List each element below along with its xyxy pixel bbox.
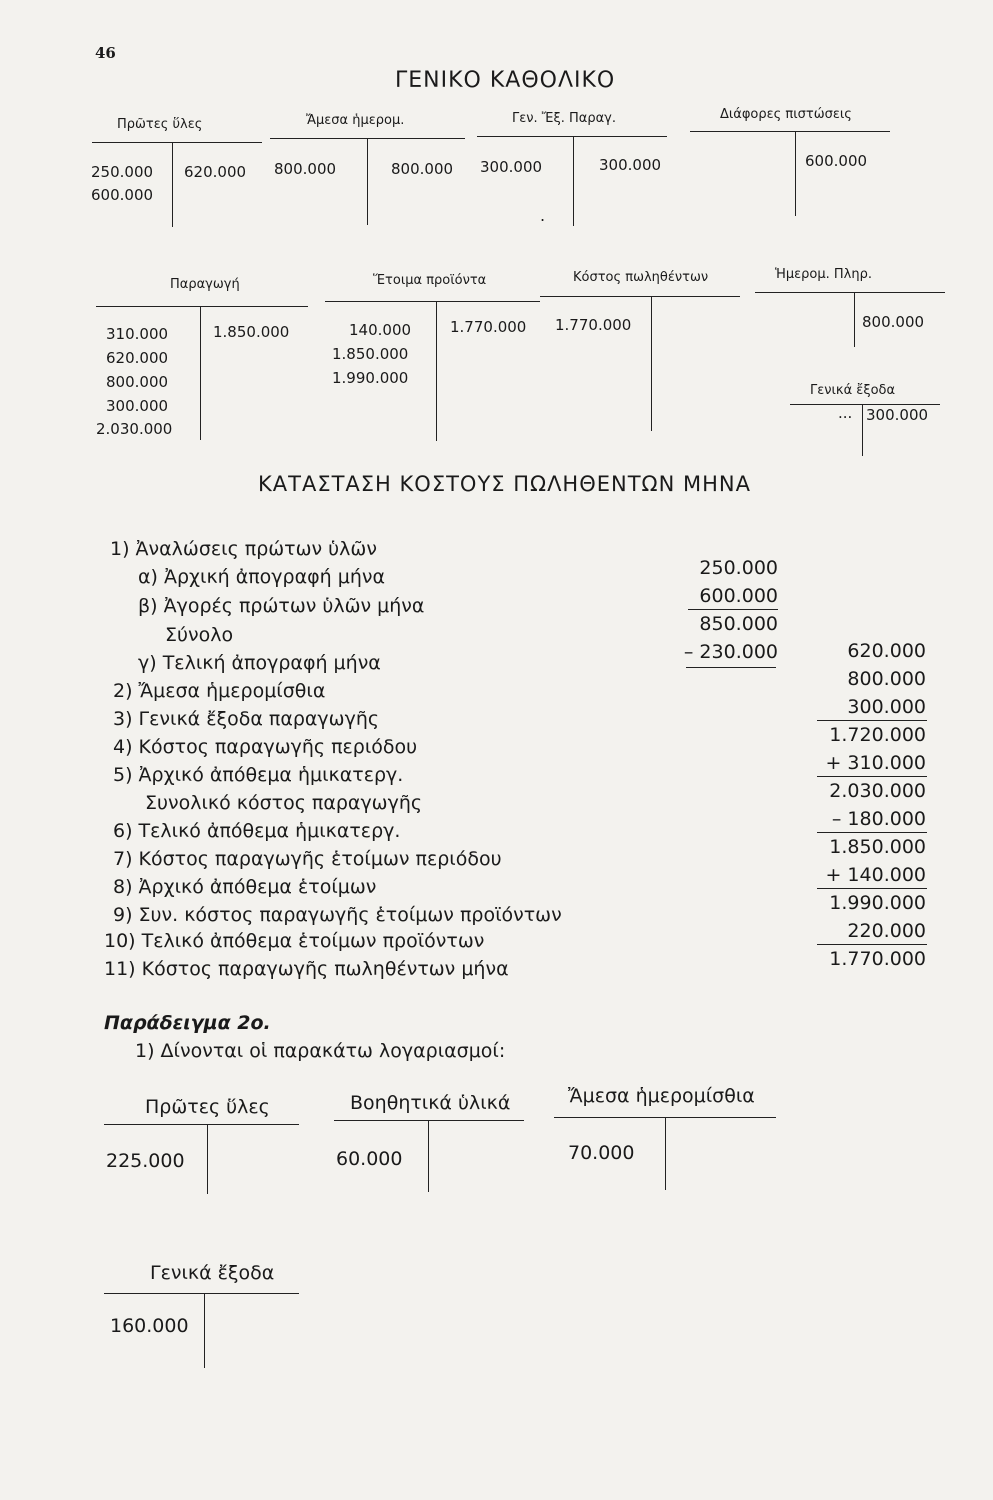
middle-amount-minus: – 230.000 xyxy=(683,641,778,663)
t-account-raw-materials-rule xyxy=(92,142,262,143)
statement-line-3: 3) Γενικά ἔξοδα παραγωγῆς xyxy=(113,708,380,730)
example-title: Παράδειγμα 2ο. xyxy=(104,1012,271,1034)
t-account-gen-overhead-rule xyxy=(477,136,667,137)
statement-line-2: 2) Ἄμεσα ἡμερομίσθια xyxy=(113,680,326,702)
example-account-aux-materials-title: Βοηθητικά ὑλικά xyxy=(350,1092,511,1114)
example-account-aux-materials-debit: 60.000 xyxy=(336,1148,403,1170)
t-account-general-expenses-divider xyxy=(862,404,863,456)
statement-line-9: 9) Συν. κόστος παραγωγῆς ἑτοίμων προϊόντων xyxy=(113,904,562,926)
right-amount-6: 2.030.000 xyxy=(829,780,926,802)
statement-line-1: 1) Ἀναλώσεις πρώτων ὑλῶν xyxy=(110,538,377,560)
t-account-finished-goods-debit-3: 1.990.000 xyxy=(332,369,409,387)
t-account-wages-payable-divider xyxy=(854,292,855,347)
t-account-cogs-divider xyxy=(651,296,652,431)
t-account-production-credit-1: 1.850.000 xyxy=(213,323,290,341)
t-account-creditors-title: Διάφορες πιστώσεις xyxy=(720,107,852,122)
t-account-finished-goods-debit-2: 1.850.000 xyxy=(332,345,409,363)
right-amount-8: 1.850.000 xyxy=(829,836,926,858)
example-intro: 1) Δίνονται οἱ παρακάτω λογαριασμοί: xyxy=(135,1040,506,1062)
middle-amount-1: 250.000 xyxy=(699,557,778,579)
t-account-general-expenses-rule xyxy=(790,404,940,405)
example-account-direct-wages-debit: 70.000 xyxy=(568,1142,635,1164)
middle-amount-2: 600.000 xyxy=(699,585,778,607)
t-account-production-debit-3: 800.000 xyxy=(106,373,169,391)
t-account-wages-payable-rule xyxy=(755,292,945,293)
right-amount-4: 1.720.000 xyxy=(829,724,926,746)
t-account-production-divider xyxy=(200,306,201,440)
example-account-aux-materials-divider xyxy=(428,1120,429,1192)
statement-line-1c: γ) Τελική ἀπογραφή μήνα xyxy=(138,652,381,674)
t-account-cogs-title: Κόστος πωληθέντων xyxy=(573,270,709,285)
statement-line-1b: β) Ἀγορές πρώτων ὑλῶν μήνα xyxy=(138,595,425,617)
t-account-creditors-divider xyxy=(795,131,796,216)
t-account-gen-overhead-debit-1: 300.000 xyxy=(480,158,543,176)
t-account-finished-goods-divider xyxy=(436,301,437,441)
example-account-general-expenses-title: Γενικά ἔξοδα xyxy=(150,1262,275,1284)
t-account-finished-goods-credit-1: 1.770.000 xyxy=(450,318,527,336)
t-account-raw-materials-title: Πρῶτες ὕλες xyxy=(117,117,203,132)
t-account-cogs-rule xyxy=(540,296,740,297)
t-account-finished-goods-debit-1: 140.000 xyxy=(349,321,412,339)
statement-line-10: 10) Τελικό ἀπόθεμα ἑτοίμων προϊόντων xyxy=(104,930,485,952)
statement-title: ΚΑΤΑΣΤΑΣΗ ΚΟΣΤΟΥΣ ΠΩΛΗΘΕΝΤΩΝ ΜΗΝΑ xyxy=(258,472,751,496)
t-account-production-debit-4: 300.000 xyxy=(106,397,169,415)
example-account-raw-materials-divider xyxy=(207,1124,208,1194)
example-account-raw-materials-rule xyxy=(104,1124,299,1125)
statement-line-8: 8) Ἀρχικό ἀπόθεμα ἑτοίμων xyxy=(113,876,377,898)
right-underline-4 xyxy=(817,888,927,889)
example-account-raw-materials-title: Πρῶτες ὕλες xyxy=(145,1096,270,1118)
right-amount-9: + 140.000 xyxy=(825,864,926,886)
t-account-creditors-credit-1: 600.000 xyxy=(805,152,868,170)
t-account-production-rule xyxy=(96,306,308,307)
t-account-raw-materials-debit-2: 600.000 xyxy=(91,186,154,204)
right-amount-3: 300.000 xyxy=(847,696,926,718)
dot-mark: . xyxy=(540,206,546,225)
t-account-wages-payable-credit-1: 800.000 xyxy=(862,313,925,331)
example-account-direct-wages-title: Ἄμεσα ἡμερομίσθια xyxy=(568,1085,755,1107)
t-account-gen-overhead-credit-1: 300.000 xyxy=(599,156,662,174)
t-account-gen-overhead-title: Γεν. Ἔξ. Παραγ. xyxy=(512,111,616,126)
example-account-aux-materials-rule xyxy=(334,1120,524,1121)
t-account-raw-materials-credit-1: 620.000 xyxy=(184,163,247,181)
right-underline-1 xyxy=(817,720,927,721)
t-account-raw-materials-divider xyxy=(172,142,173,227)
middle-underline-1 xyxy=(688,609,778,610)
statement-line-7: 7) Κόστος παραγωγῆς ἑτοίμων περιόδου xyxy=(113,848,502,870)
middle-amount-sum: 850.000 xyxy=(699,613,778,635)
right-amount-11: 220.000 xyxy=(847,920,926,942)
t-account-general-expenses-credit-1: 300.000 xyxy=(866,406,929,424)
t-account-production-title: Παραγωγή xyxy=(170,277,240,292)
right-amount-10: 1.990.000 xyxy=(829,892,926,914)
t-account-finished-goods-title: Ἕτοιμα προϊόντα xyxy=(373,273,487,288)
statement-line-1a: α) Ἀρχική ἀπογραφή μήνα xyxy=(138,566,386,588)
example-account-raw-materials-debit: 225.000 xyxy=(106,1150,185,1172)
example-account-general-expenses-rule xyxy=(104,1293,299,1294)
t-account-production-debit-1: 310.000 xyxy=(106,325,169,343)
statement-line-4: 4) Κόστος παραγωγῆς περιόδου xyxy=(113,736,418,758)
right-underline-3 xyxy=(817,832,927,833)
right-amount-7: – 180.000 xyxy=(831,808,926,830)
right-underline-5 xyxy=(817,944,927,945)
t-account-general-expenses-title: Γενικά ἔξοδα xyxy=(810,383,896,398)
t-account-direct-wages-divider xyxy=(367,138,368,225)
example-account-general-expenses-debit: 160.000 xyxy=(110,1315,189,1337)
t-account-production-debit-2: 620.000 xyxy=(106,349,169,367)
t-account-gen-overhead-divider xyxy=(573,136,574,226)
statement-line-sum: Σύνολο xyxy=(165,624,234,646)
t-account-creditors-rule xyxy=(690,131,890,132)
statement-line-6: 6) Τελικό ἀπόθεμα ἡμικατεργ. xyxy=(113,820,401,842)
t-account-production-debit-5: 2.030.000 xyxy=(96,420,173,438)
t-account-finished-goods-rule xyxy=(325,301,540,302)
t-account-general-expenses-debit-mark: ... xyxy=(838,404,853,422)
statement-line-11: 11) Κόστος παραγωγῆς πωληθέντων μήνα xyxy=(104,958,509,980)
example-account-direct-wages-divider xyxy=(665,1117,666,1190)
t-account-wages-payable-title: Ἡμερομ. Πληρ. xyxy=(775,267,872,282)
middle-underline-2 xyxy=(686,667,776,668)
statement-line-5: 5) Ἀρχικό ἀπόθεμα ἡμικατεργ. xyxy=(113,764,404,786)
right-amount-12: 1.770.000 xyxy=(829,948,926,970)
right-amount-2: 800.000 xyxy=(847,668,926,690)
t-account-cogs-debit-1: 1.770.000 xyxy=(555,316,632,334)
right-amount-5: + 310.000 xyxy=(825,752,926,774)
example-account-general-expenses-divider xyxy=(204,1293,205,1368)
t-account-direct-wages-title: Ἄμεσα ἡμερομ. xyxy=(306,113,405,128)
t-account-direct-wages-credit-1: 800.000 xyxy=(391,160,454,178)
right-underline-2 xyxy=(817,776,927,777)
t-account-direct-wages-debit-1: 800.000 xyxy=(274,160,337,178)
right-amount-1: 620.000 xyxy=(847,640,926,662)
page-number: 46 xyxy=(95,44,116,62)
t-account-raw-materials-debit-1: 250.000 xyxy=(91,163,154,181)
statement-line-total: Συνολικό κόστος παραγωγῆς xyxy=(145,792,423,814)
general-ledger-title: ΓΕΝΙΚΟ ΚΑΘΟΛΙΚΟ xyxy=(395,68,616,93)
